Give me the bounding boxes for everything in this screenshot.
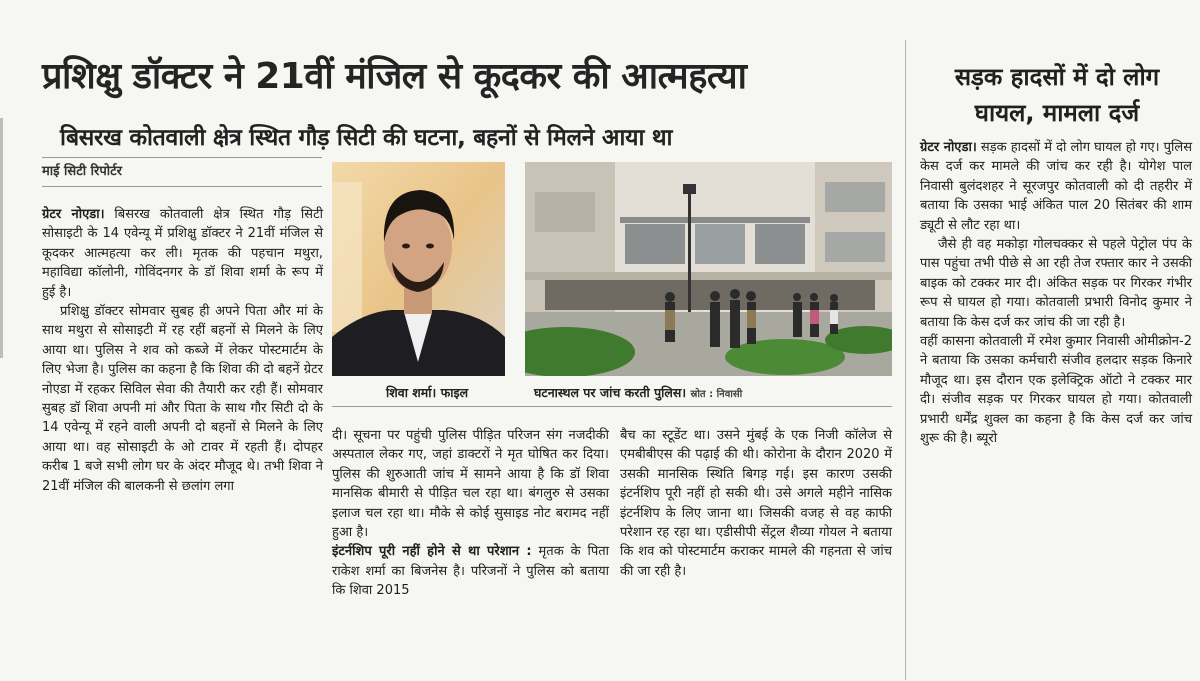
photo-incident-scene — [525, 162, 892, 376]
photo2-caption-text: घटनास्थल पर जांच करती पुलिस। — [534, 385, 687, 400]
photo2-caption — [534, 384, 742, 401]
side-headline-line2: घायल, मामला दर्ज — [974, 99, 1140, 127]
byline: माई सिटी रिपोर्टर — [42, 164, 122, 179]
column-separator — [905, 40, 906, 680]
main-column-2 — [332, 426, 609, 676]
side-para-2: जैसे ही वह मकोड़ा गोलचक्कर से पहले पेट्रोल पंप के पास पहुंचा तभी पीछे से आ रही तेज रफ्तार कार ने उसकी बाइक को टक्कर मार दी। अंकित सड़क पर गिरकर गंभीर रूप से घायल हो गया। कोतवाली प्रभारी विनोद कुमार ने बताया कि केस दर्ज कर जांच की जा रही है। — [920, 237, 1192, 330]
dateline: ग्रेटर नोएडा। — [42, 207, 105, 222]
main-column-1 — [42, 205, 323, 675]
side-signoff: ब्यूरो — [976, 431, 998, 447]
main-column-3 — [620, 426, 892, 676]
scene-image — [525, 162, 892, 376]
byline-rule-bottom — [42, 186, 322, 187]
col2-subhead: इंटर्नशिप पूरी नहीं होने से था परेशान : — [332, 544, 532, 560]
photo1-caption: शिवा शर्मा। फाइल — [386, 385, 469, 400]
main-subheadline: बिसरख कोतवाली क्षेत्र स्थित गौड़ सिटी की घटना, बहनों से मिलने आया था — [60, 125, 673, 151]
col3-para-1: बैच का स्टूडेंट था। उसने मुंबई के एक निजी कॉलेज से एमबीबीएस की पढ़ाई की थी। कोरोना के दौरान 2020 में उसकी मानसिक स्थिति बिगड़ गई। इस कारण उसकी इंटर्नशिप पूरी नहीं हो सकी थी। उसे अगले महीने नासिक इंटर्नशिप के लिए जाना था। जिसकी वजह से वह काफी परेशान रह रहा था। एडीसीपी सेंट्रल शैव्या गोयल ने बताया कि शव को पोस्टमार्टम कराकर मामले की गहनता से जांच की जा रही है। — [620, 428, 892, 579]
photo-portrait — [332, 162, 505, 376]
side-headline-line1: सड़क हादसों में दो लोग — [954, 63, 1160, 91]
col2-para-2: इंटर्नशिप पूरी नहीं होने से था परेशान : मृतक के पिता राकेश शर्मा का बिजनेस है। परिजनों ने पुलिस को बताया कि शिवा 2015 — [332, 544, 609, 599]
photo-caption-rule — [332, 406, 892, 407]
side-dateline: ग्रेटर नोएडा। — [920, 140, 977, 155]
col1-para-2: प्रशिक्षु डॉक्टर सोमवार सुबह ही अपने पिता और मां के साथ मथुरा से सोसाइटी में रह रहीं बहनों से मिलने के लिए आया था। पुलिस ने शव को कब्जे में लेकर पोस्टमार्टम के लिए भेजा है। पुलिस का कहना है कि शिवा की दो बहनें ग्रेटर नोएडा में रहकर सिविल सेवा की तैयारी कर रही हैं। सोमवार सुबह डॉ शिवा अपनी मां और पिता के साथ गौर सिटी दो के 14 एवेन्यू में रहने वाली अपनी दो बहनों से मिलने के लिए आया था। वह सोसाइटी के ओ टावर में रहती हैं। दोपहर करीब 1 बजे सभी लोग घर के अंदर मौजूद थे। तभी शिवा ने 21वीं मंजिल की बालकनी से छलांग लगा — [42, 304, 323, 494]
col2-para-1: दी। सूचना पर पहुंची पुलिस पीड़ित परिजन संग नजदीकी अस्पताल लेकर गए, जहां डाक्टरों ने मृत घोषित कर दिया। पुलिस की शुरुआती जांच में सामने आया है कि डॉ शिवा मानसिक बीमारी से पीड़ित चल रहा था। बंगलुरु से उसका इलाज चल रहा था। मौके से कोई सुसाइड नोट बरामद नहीं हुआ है। — [332, 428, 609, 541]
side-story-body — [920, 138, 1192, 678]
byline-rule-top — [42, 157, 322, 158]
side-para-1: ग्रेटर नोएडा। सड़क हादसों में दो लोग घायल हो गए। पुलिस केस दर्ज कर मामले की जांच कर रही है। योगेश पाल निवासी बुलंदशहर ने सूरजपुर कोतवाली को दी तहरीर में बताया कि उसका भाई अंकित पाल 20 सितंबर की शाम ड्यूटी से लौट रहा था। — [920, 140, 1193, 233]
main-headline: प्रशिक्षु डॉक्टर ने 21वीं मंजिल से कूदकर की आत्महत्या — [42, 56, 747, 97]
photo2-source: स्रोत : निवासी — [690, 389, 743, 400]
portrait-image — [332, 162, 505, 376]
page-edge-mark — [0, 118, 3, 358]
col1-para-1: ग्रेटर नोएडा। बिसरख कोतवाली क्षेत्र स्थित गौड़ सिटी सोसाइटी के 14 एवेन्यू में प्रशिक्षु डॉक्टर ने 21वीं मंजिल से कूदकर आत्महत्या कर ली। मृतक की पहचान मथुरा, महाविद्या कॉलोनी, गोविंदनगर के डॉ शिवा शर्मा के रूप में हुई है। — [42, 207, 323, 300]
side-para-3: वहीं कासना कोतवाली में रमेश कुमार निवासी ओमीक्रोन-2 ने बताया कि उसका कर्मचारी संजीव हलदार सड़क किनारे मौजूद था। इस दौरान एक इलेक्ट्रिक ऑटो ने टक्कर मार दी। संजीव सड़क पर गिरकर घायल हो गया। कोतवाली प्रभारी धर्मेंद्र शुक्ल का कहना है कि केस दर्ज कर जांच शुरू की है। ब्यूरो — [920, 334, 1192, 447]
